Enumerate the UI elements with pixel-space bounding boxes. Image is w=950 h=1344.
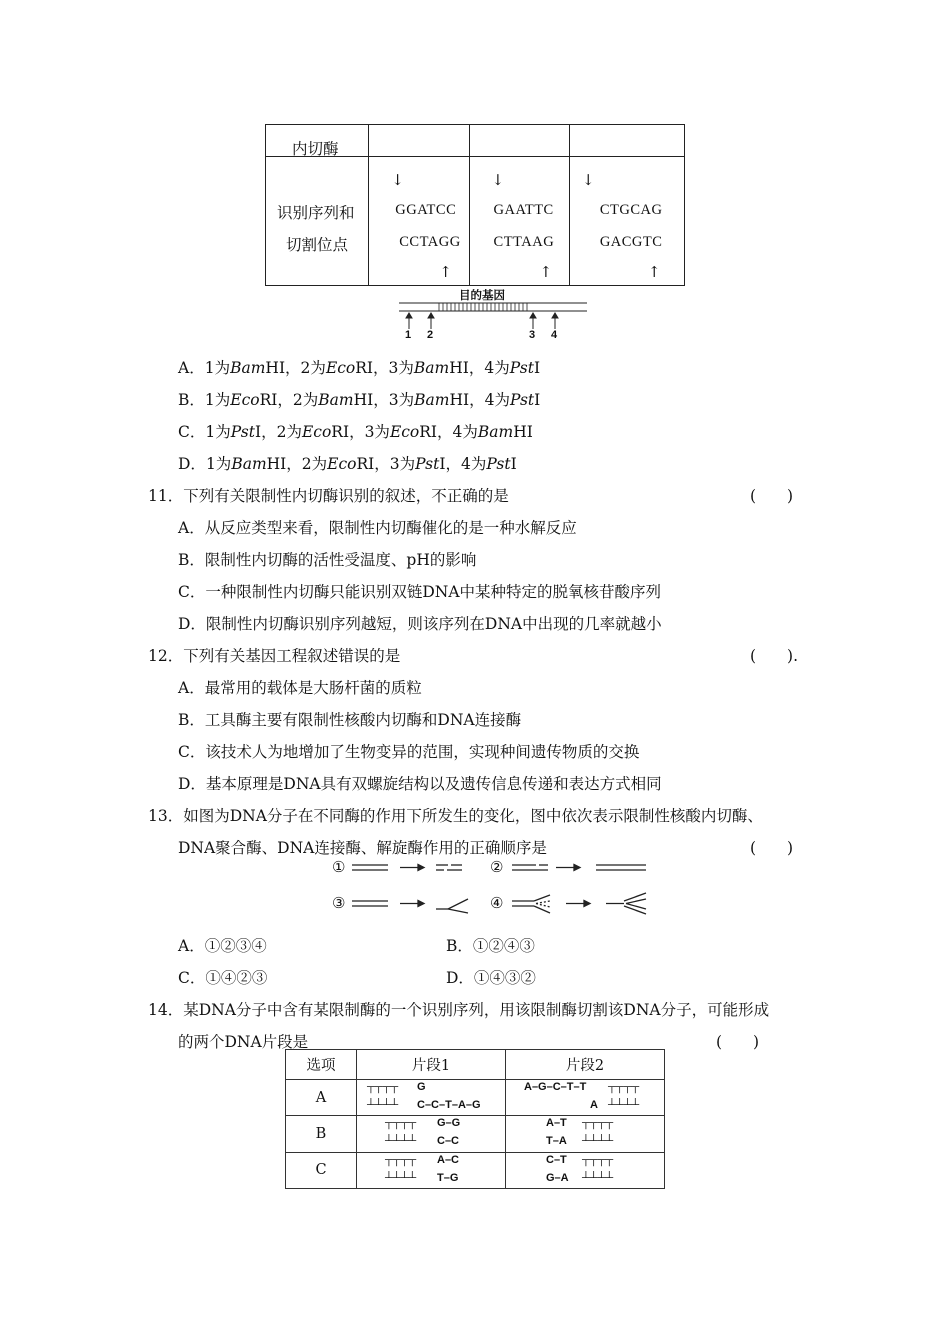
cut-arrow-up-icon: ↑ <box>647 263 661 281</box>
cut-arrow-up-icon: ↑ <box>539 263 553 281</box>
cut-arrow-up-icon: ↑ <box>439 263 452 281</box>
q11-option-b: B．限制性内切酶的活性受温度、pH的影响 <box>178 551 477 569</box>
q13-diagram <box>330 857 660 917</box>
row-c-fragment-2 <box>506 1152 665 1188</box>
c-f1-bottom: T–G <box>437 1171 459 1184</box>
header-fragment-2: 片段2 <box>506 1050 665 1080</box>
enzyme-name-cell-1 <box>369 125 469 157</box>
q11-option-c: C．一种限制性内切酶只能识别双链DNA中某种特定的脱氧核苷酸序列 <box>178 583 662 601</box>
strand-ticks-icon: ┴┴┴┴ <box>385 1135 417 1148</box>
row-label-c: C <box>286 1152 357 1188</box>
a-f2-bottom: A <box>590 1099 598 1112</box>
site-label-3: 3 <box>529 329 536 341</box>
row-label-b: B <box>286 1116 357 1152</box>
c-f2-bottom: G–A <box>546 1171 569 1184</box>
q10-option-d: D．1为BamHⅠ，2为EcoRⅠ，3为PstⅠ，4为PstⅠ <box>178 455 517 473</box>
strand-ticks-icon: ┴┴┴┴ <box>608 1099 640 1112</box>
enzyme-table <box>265 124 685 286</box>
seq-top-2: GAATTC <box>493 202 554 218</box>
row-label-a: A <box>286 1080 357 1116</box>
q11-stem: 11．下列有关限制性内切酶识别的叙述，不正确的是 <box>148 487 509 505</box>
q12-option-c: C．该技术人为地增加了生物变异的范围，实现种间遗传物质的交换 <box>178 743 640 761</box>
enzyme-header-cell <box>266 125 369 157</box>
q11-option-d: D．限制性内切酶识别序列越短，则该序列在DNA中出现的几率就越小 <box>178 615 662 633</box>
enzyme-header: 内切酶 <box>292 140 339 158</box>
q14-stem-line2: 的两个DNA片段是 <box>178 1033 309 1051</box>
q11-option-a: A．从反应类型来看，限制性内切酶催化的是一种水解反应 <box>178 519 577 537</box>
c-f2-top: C–T <box>546 1153 567 1166</box>
diagram-label-4: ④ <box>490 894 504 912</box>
enzyme-name-cell-2 <box>469 125 569 157</box>
strand-ticks-icon: ┬┬┬┬ <box>367 1081 399 1094</box>
strand-ticks-icon: ┬┬┬┬ <box>385 1117 417 1130</box>
strand-ticks-icon: ┬┬┬┬ <box>608 1081 640 1094</box>
seq-bottom-3: GACGTC <box>599 234 663 250</box>
dna-strand-graphic <box>395 287 595 345</box>
q13-stem-line2: DNA聚合酶、DNA连接酶、解旋酶作用的正确顺序是 <box>178 839 547 857</box>
a-f2-top: A–G–C–T–T <box>524 1081 587 1094</box>
q13-option-a: A．①②③④ <box>178 937 267 955</box>
q13-option-b: B．①②④③ <box>446 937 535 955</box>
seq-bottom-1: CCTAGG <box>399 234 461 250</box>
diagram-label-2: ② <box>490 858 504 876</box>
q12-option-d: D．基本原理是DNA具有双螺旋结构以及遗传信息传递和表达方式相同 <box>178 775 662 793</box>
target-gene-diagram <box>395 287 595 345</box>
q13-option-d: D．①④③② <box>446 969 536 987</box>
q11-answer-paren: ( ) <box>750 487 794 505</box>
cut-arrow-down-icon: ↓ <box>391 171 404 189</box>
enzyme-action-graphic <box>330 857 660 917</box>
b-f1-top: G–G <box>437 1117 461 1130</box>
row-a-fragment-2 <box>506 1080 665 1116</box>
site-label-2: 2 <box>427 329 434 341</box>
c-f1-top: A–C <box>437 1153 460 1166</box>
b-f1-bottom: C–C <box>437 1135 460 1148</box>
b-f2-top: A–T <box>546 1117 567 1130</box>
site-label-1: 1 <box>405 329 412 341</box>
q13-stem-line1: 13．如图为DNA分子在不同酶的作用下所发生的变化，图中依次表示限制性核酸内切酶、 <box>148 807 763 825</box>
enzyme-site-cell-1 <box>369 157 469 286</box>
recognition-label-cell <box>266 157 369 286</box>
strand-ticks-icon: ┴┴┴┴ <box>582 1135 614 1148</box>
cut-arrow-down-icon: ↓ <box>491 171 505 189</box>
b-f2-bottom: T–A <box>546 1135 567 1148</box>
q13-option-c: C．①④②③ <box>178 969 268 987</box>
q10-option-c: C．1为PstⅠ，2为EcoRⅠ，3为EcoRⅠ，4为BamHⅠ <box>178 423 533 441</box>
recognition-label-1: 识别序列和 <box>277 204 355 222</box>
row-c-fragment-1 <box>357 1152 506 1188</box>
q10-option-b: B．1为EcoRⅠ，2为BamHⅠ，3为BamHⅠ，4为PstⅠ <box>178 391 541 409</box>
enzyme-site-cell-2 <box>469 157 569 286</box>
diagram-label-1: ① <box>332 858 346 876</box>
q10-option-a: A．1为BamHⅠ，2为EcoRⅠ，3为BamHⅠ，4为PstⅠ <box>178 359 541 377</box>
strand-ticks-icon: ┬┬┬┬ <box>582 1153 614 1166</box>
strand-ticks-icon: ┴┴┴┴ <box>582 1171 614 1184</box>
q14-answer-paren: ( ) <box>716 1033 760 1051</box>
fragment-table <box>285 1049 665 1189</box>
row-b-fragment-1 <box>357 1116 506 1152</box>
header-fragment-1: 片段1 <box>357 1050 506 1080</box>
a-f1-top: G <box>417 1081 426 1094</box>
seq-bottom-2: CTTAAG <box>493 234 555 250</box>
strand-ticks-icon: ┴┴┴┴ <box>385 1171 417 1184</box>
cut-arrow-down-icon: ↓ <box>581 171 595 189</box>
q14-stem-line1: 14．某DNA分子中含有某限制酶的一个识别序列，用该限制酶切割该DNA分子，可能形成 <box>148 1001 770 1019</box>
strand-ticks-icon: ┴┴┴┴ <box>367 1099 399 1112</box>
row-a-fragment-1 <box>357 1080 506 1116</box>
diagram-label-3: ③ <box>332 894 346 912</box>
q13-answer-paren: ( ) <box>750 839 794 857</box>
seq-top-1: GGATCC <box>395 202 457 218</box>
seq-top-3: CTGCAG <box>599 202 663 218</box>
a-f1-bottom: C–C–T–A–G <box>417 1099 481 1112</box>
strand-ticks-icon: ┬┬┬┬ <box>582 1117 614 1130</box>
target-gene-label: 目的基因 <box>459 290 505 302</box>
site-label-4: 4 <box>551 329 558 341</box>
strand-ticks-icon: ┬┬┬┬ <box>385 1153 417 1166</box>
q12-stem: 12．下列有关基因工程叙述错误的是 <box>148 647 401 665</box>
row-b-fragment-2 <box>506 1116 665 1152</box>
q12-option-b: B．工具酶主要有限制性核酸内切酶和DNA连接酶 <box>178 711 522 729</box>
q12-answer-paren: ( ). <box>750 647 799 665</box>
enzyme-name-cell-3 <box>569 125 684 157</box>
header-option: 选项 <box>286 1050 357 1080</box>
enzyme-site-cell-3 <box>569 157 684 286</box>
q12-option-a: A．最常用的载体是大肠杆菌的质粒 <box>178 679 422 697</box>
recognition-label-2: 切割位点 <box>286 236 349 254</box>
